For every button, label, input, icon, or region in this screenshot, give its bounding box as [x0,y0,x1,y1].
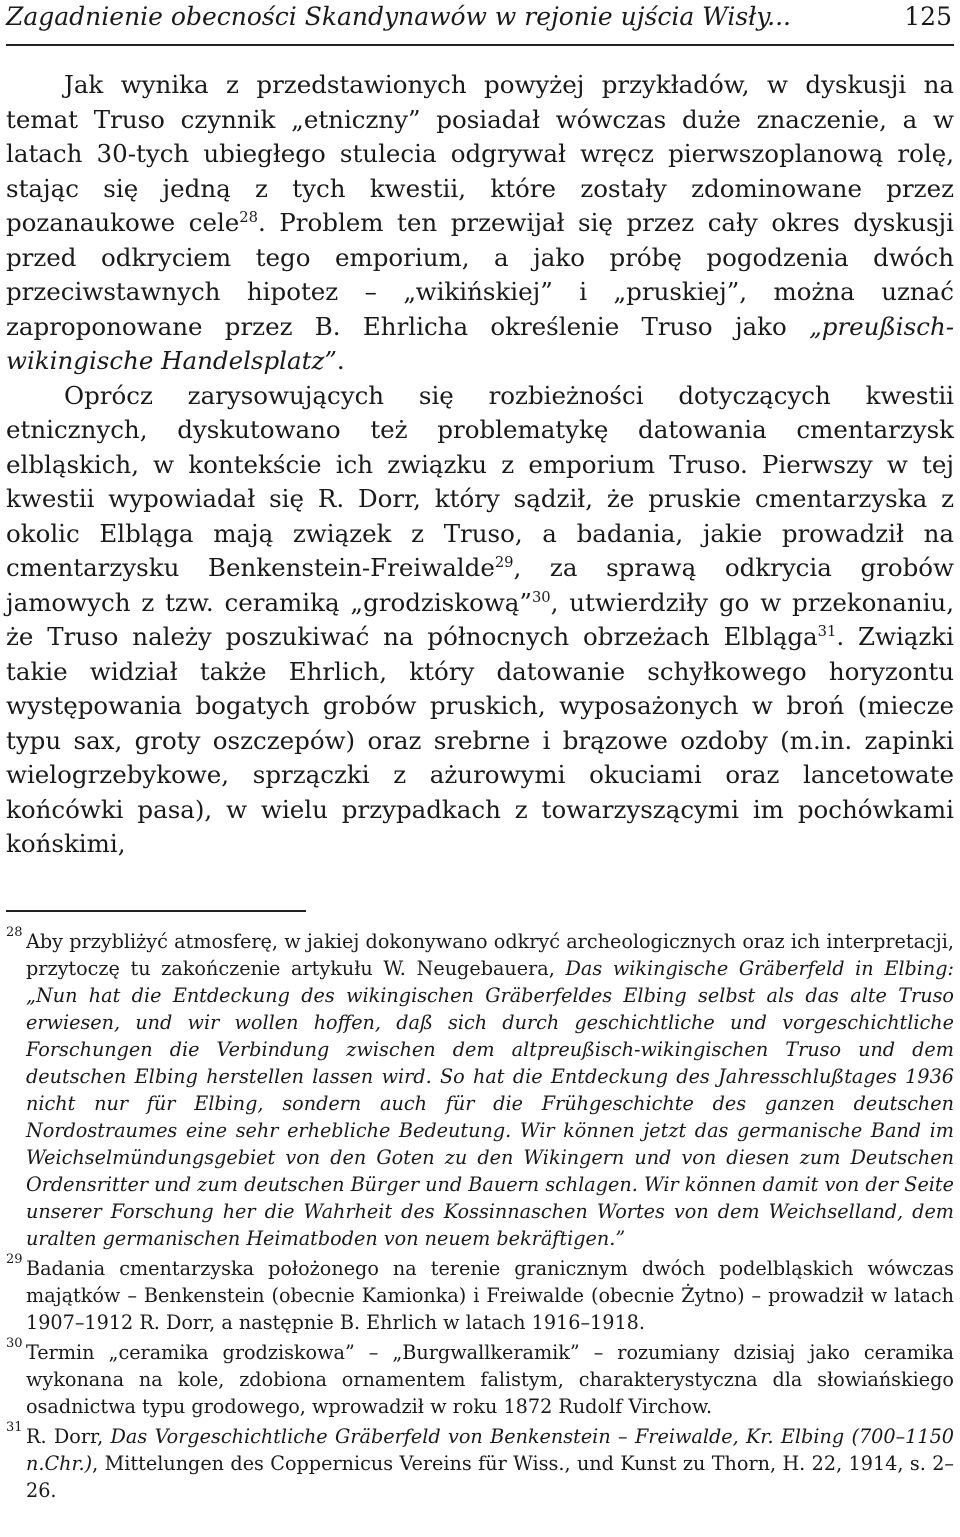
paragraph-1 [6,68,954,379]
footnote-number: 31 [6,1420,23,1435]
italic-text: „preußisch-wikingische Handelsplatz” [6,311,954,375]
footnote-text [26,1257,954,1334]
footnote-number: 30 [6,1336,23,1351]
footnote-reference: 29 [494,553,514,571]
footnote-30 [6,1336,954,1420]
footnote-29 [6,1252,954,1336]
text-run: Termin „ceramika grodziskowa” – „Burgwallkeramik” – rozumiany dzisiaj jako ceramika wykonana na kole, zdobiona ornamentem falistym, charakterystyczna dla słowiańskiego osadnictwa typu grodowego, wprowadził w roku 1872 Rudolf Virchow. [26,1341,954,1418]
footnote-reference: 28 [239,208,258,226]
footnote-reference: 31 [817,622,837,640]
footnote-number: 29 [6,1252,23,1267]
main-text [6,68,954,862]
footnotes [6,925,955,1507]
footnote-rule [6,910,306,912]
running-head-title: Zagadnienie obecności Skandynawów w rejonie ujścia Wisły... [6,2,791,31]
paragraph-2 [6,379,954,862]
text-run: , za sprawą odkrycia grobów jamowych z tzw. ceramiką „grodziskową” [6,553,954,617]
text-run: , utwierdziły go w przekonaniu, że Truso należy poszukiwać na północnych obrzeżach Elbląga [6,587,954,651]
text-run: . Związki takie widział także Ehrlich, który datowanie schyłkowego horyzontu występowania bogatych grobów pruskich, wyposażonych w broń (miecze typu sax, groty oszczepów) oraz srebrne i brązowe ozdoby (m.in. zapinki wielogrzebykowe, sprzączki z ażurowymi okuciami oraz lancetowate końcówki pasa), w wielu przypadkach z towarzyszącymi im pochówkami końskimi, [6,622,954,858]
running-head [6,0,954,34]
footnote-28 [6,925,954,1252]
page-number: 125 [904,2,952,31]
text-run: Badania cmentarzyska położonego na terenie granicznym dwóch podelbląskich wówczas majątków – Benkenstein (obecnie Kamionka) i Freiwalde (obecnie Żytno) – prowadził w latach 1907–1912 R. Dorr, a następnie B. Ehrlich w latach 1916–1918. [26,1257,954,1334]
text-run: Jak wynika z przedstawionych powyżej przykładów, w dyskusji na temat Truso czynnik „etniczny” posiadał wówczas duże znaczenie, a w latach 30-tych ubiegłego stulecia odgrywał wręcz pierwszoplanową rolę, stając się jedną z tych kwestii, które zostały zdominowane przez pozanaukowe cele [6,70,954,237]
footnote-text [26,1341,954,1418]
text-run: R. Dorr, [26,1425,111,1448]
text-run: . [336,346,345,375]
italic-text: Das wikingische Gräberfeld in Elbing: „Nun hat die Entdeckung des wikingischen Gräberfeldes Elbing selbst als das alte Truso erwiesen, und wir wollen hoffen, daß sich durch geschichtliche und vorgeschichtliche Forschungen die Verbindung zwischen dem altpreußisch-wikingischen Truso und dem deutschen Elbing herstellen lassen wird. So hat die Entdeckung des Jahresschlußtages 1936 nicht nur für Elbing, sondern auch für die Frühgeschichte des ganzen deutschen Nordostraumes eine sehr erhebliche Bedeutung. Wir können jetzt das germanische Band im Weichselmündungsgebiet von den Goten zu den Wikingern und von diesen zum Deutschen Ordensritter und zum deutschen Bürger und Bauern schlagen. Wir können damit von der Seite unserer Forschung her die Wahrheit des Kossinnaschen Wortes von dem Weichselland, dem uralten germanischen Heimatboden von neuem bekräftigen.” [26,957,954,1250]
footnote-31 [6,1420,955,1504]
footnote-text [26,930,954,1250]
text-run: , Mittelungen des Coppernicus Vereins für Wiss., und Kunst zu Thorn, H. 22, 1914, s. 2–26. [26,1452,954,1502]
text-run: Aby przybliżyć atmosferę, w jakiej dokonywano odkryć archeologicznych oraz ich interpretacji, przytoczę tu zakończenie artykułu W. Neugebauera, [26,930,954,980]
text-run: Oprócz zarysowujących się rozbieżności dotyczących kwestii etnicznych, dyskutowano też problematykę datowania cmentarzysk elbląskich, w kontekście ich związku z emporium Truso. Pierwszy w tej kwestii wypowiadał się R. Dorr, który sądził, że pruskie cmentarzyska z okolic Elbląga mają związek z Truso, a badania, jakie prowadził na cmentarzysku Benkenstein-Freiwalde [6,380,954,582]
footnote-reference: 30 [531,588,551,606]
footnote-number: 28 [6,925,23,940]
header-rule [6,44,954,46]
italic-text: Das Vorgeschichtliche Gräberfeld von Benkenstein – Freiwalde, Kr. Elbing (700–1150 n.Chr.) [26,1425,955,1475]
text-run: . Problem ten przewijał się przez cały okres dyskusji przed odkryciem tego emporium, a jako próbę pogodzenia dwóch przeciwstawnych hipotez – „wikińskiej” i „pruskiej”, można uznać zaproponowane przez B. Ehrlicha określenie Truso jako [6,208,954,341]
footnote-text [26,1425,954,1502]
